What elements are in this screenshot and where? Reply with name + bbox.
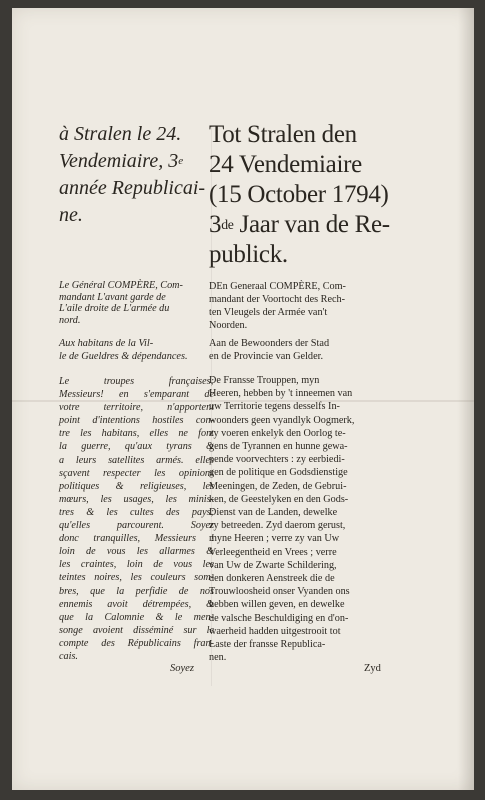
dutch-heading-line: 24 Vendemiaire: [209, 151, 362, 178]
dutch-body-line: waerheid hadden uitgestrooit tot: [209, 625, 341, 637]
document-page: [12, 8, 474, 790]
dutch-body-line: hebben willen geven, en dewelke: [209, 599, 345, 611]
dutch-body-line: Trouwloosheid onser Vyanden ons: [209, 586, 350, 598]
dutch-body-line: Meeningen, de Zeden, de Gebrui-: [209, 480, 347, 492]
french-body-line: ennemis avoit détrempées, &: [59, 598, 214, 610]
french-intro-line: Le Général COMPÈRE, Com-: [59, 280, 183, 291]
dutch-body-line: Laste der fransse Republica-: [209, 639, 326, 651]
french-body-line: cais.: [59, 650, 78, 662]
french-intro-line: L'aile droite de L'armée du: [59, 303, 170, 315]
dutch-intro-line: ten Vleugels der Armée van't: [209, 307, 328, 318]
french-intro-line: nord.: [59, 314, 81, 326]
dutch-body-line: myne Heeren ; verre zy van Uw: [209, 533, 340, 545]
french-heading-line: ne.: [59, 204, 83, 226]
dutch-body-line: den donkeren Aenstreek die de: [209, 573, 335, 585]
dutch-body-line: zy betreeden. Zyd daerom gerust,: [209, 520, 346, 532]
french-body-line: votre territoire, n'apportent: [59, 402, 214, 414]
dutch-heading-line: Tot Stralen den: [209, 121, 357, 148]
french-heading-line: à Stralen le 24.: [59, 123, 182, 145]
french-body-line: loin de vous les allarmes &: [59, 546, 214, 558]
french-heading-line: année Republicai-: [59, 177, 206, 199]
dutch-body-line: van Uw de Zwarte Schildering,: [209, 559, 337, 571]
dutch-heading: [209, 120, 404, 270]
french-body-line: compte des Républicains fran-: [59, 637, 214, 649]
french-body-line: a leurs satellites armés. elles: [59, 454, 214, 466]
dutch-body-line: Heeren, hebben by 't inneemen van: [209, 388, 353, 400]
dutch-body-line: zy voeren enkelyk den Oorlog te-: [209, 427, 346, 439]
dutch-body-line: pende voorvechters : zy eerbiedi-: [209, 454, 345, 466]
dutch-heading-line: 3de Jaar van de Re-: [209, 211, 390, 238]
dutch-body-line: Verleegentheid en Vrees ; verre: [209, 546, 337, 558]
dutch-address-line: Aan de Bewoonders der Stad: [209, 338, 330, 349]
french-intro: [59, 280, 214, 326]
french-heading: [59, 121, 214, 229]
ordinal-suffix: de: [221, 217, 234, 232]
page-edge-shadow: [458, 8, 474, 790]
french-intro-line: mandant L'avant garde de: [59, 291, 166, 303]
french-heading-line: Vendemiaire, 3e: [59, 150, 184, 172]
dutch-heading-line: publick.: [209, 241, 288, 268]
dutch-body-line: Dienst van de Landen, dewelke: [209, 507, 338, 519]
dutch-body: [209, 374, 402, 664]
french-body-line: la guerre, qu'aux tyrans &: [59, 441, 214, 453]
dutch-body-line: gen de politique en Godsdienstige: [209, 467, 348, 479]
dutch-intro-line: mandant der Voortocht des Rech-: [209, 294, 345, 305]
dutch-intro: [209, 280, 402, 332]
french-body-line: mœurs, les usages, les minis-: [59, 493, 214, 505]
dutch-address: [209, 337, 402, 363]
dutch-body-line: ken, de Geestelyken en den Gods-: [209, 493, 349, 505]
french-address-line: Aux habitans de la Vil-: [59, 338, 154, 349]
french-body-line: sçavent respecter les opinions: [59, 467, 214, 479]
dutch-intro-line: DEn Generaal COMPÈRE, Com-: [209, 281, 346, 292]
french-body-line: que la Calomnie & le men-: [59, 611, 214, 623]
ordinal-suffix: e: [178, 155, 184, 167]
french-body-line: Messieurs! en s'emparant de: [59, 389, 214, 401]
french-body-line: donc tranquilles, Messieurs !: [59, 533, 214, 545]
dutch-intro-line: Noorden.: [209, 320, 248, 331]
dutch-body-line: De Fransse Trouppen, myn: [209, 375, 320, 386]
french-address: [59, 338, 214, 363]
french-body-line: bres, que la perfidie de nos: [59, 585, 214, 597]
dutch-heading-line: (15 October 1794): [209, 181, 389, 208]
dutch-body-line: uw Territorie tegens desselfs In-: [209, 401, 340, 413]
french-address-line: le de Gueldres & dépendances.: [59, 350, 188, 362]
french-body-line: politiques & religieuses, les: [59, 480, 214, 492]
dutch-body-line: de valsche Beschuldiging en d'on-: [209, 612, 349, 624]
french-body-line: songe avoient disséminé sur le: [59, 624, 214, 636]
dutch-address-line: en de Provincie van Gelder.: [209, 351, 324, 362]
french-body-line: point d'intentions hostiles con-: [59, 415, 214, 427]
dutch-catchword: Zyd: [364, 663, 381, 674]
french-body-line: Le troupes françaises;: [59, 376, 214, 387]
french-body-line: tre les habitans, elles ne font: [59, 428, 214, 440]
french-body-line: tres & les cultes des pays;: [59, 506, 214, 518]
dutch-body-line: nen.: [209, 652, 227, 664]
french-body: [59, 375, 214, 663]
dutch-body-line: gens de Tyrannen en hunne gewa-: [209, 441, 348, 453]
french-body-line: les craintes, loin de vous les: [59, 559, 214, 571]
french-body-line: teintes noires, les couleurs som-: [59, 572, 214, 584]
french-catchword: Soyez: [170, 663, 194, 674]
french-body-line: qu'elles parcourent. Soyez: [59, 520, 214, 532]
dutch-body-line: woonders geen vyandlyk Oogmerk,: [209, 414, 355, 426]
